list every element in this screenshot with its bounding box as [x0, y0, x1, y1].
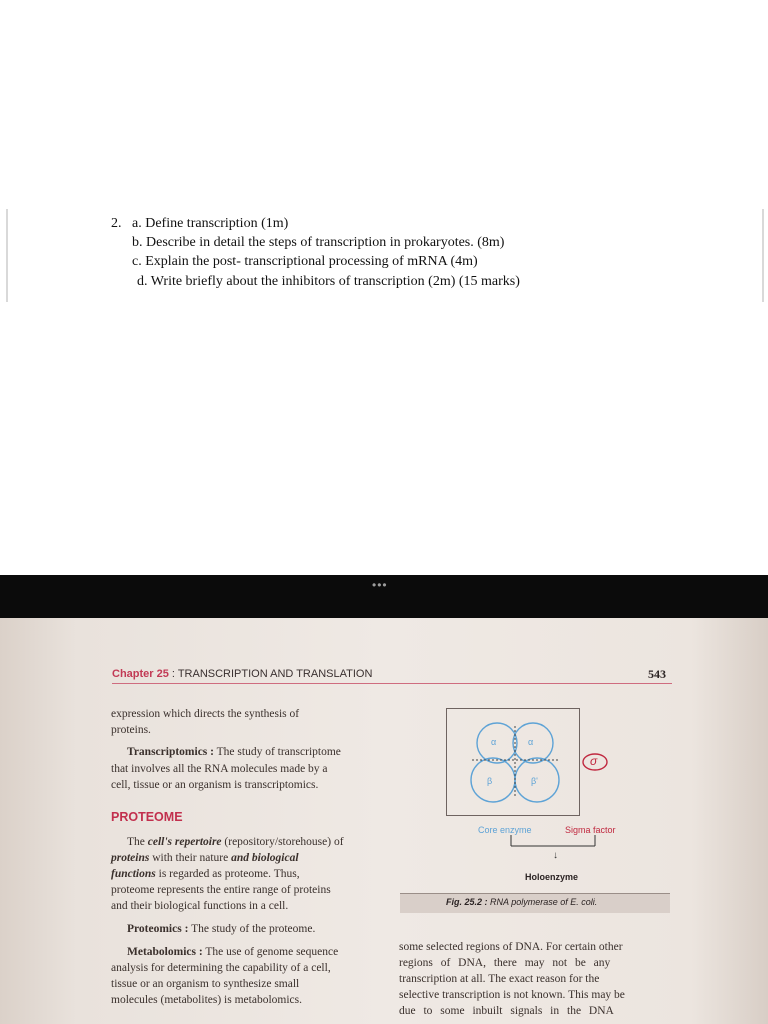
chapter-title: : TRANSCRIPTION AND TRANSLATION: [171, 668, 373, 680]
left-text-line: cell, tissue or an organism is transcriptomics.: [111, 779, 319, 791]
question-part-d: d. Write briefly about the inhibitors of transcription (2m) (15 marks): [137, 274, 520, 289]
transcriptomics-line: [127, 746, 341, 758]
left-text-line: tissue or an organism to synthesize small: [111, 978, 300, 990]
text-run: with their nature: [149, 852, 232, 864]
biological-term: and biological: [231, 852, 299, 864]
proteomics-text: The study of the proteome.: [191, 923, 316, 935]
question-number: 2.: [111, 216, 122, 231]
right-text-line: some selected regions of DNA. For certain other: [399, 941, 623, 953]
proteome-line: [111, 868, 300, 880]
metabolomics-term: Metabolomics :: [127, 946, 203, 958]
transcriptomics-text: The study of transcriptome: [216, 746, 341, 758]
sigma-factor-label: Sigma factor: [565, 825, 616, 835]
proteins-term: proteins: [111, 852, 150, 864]
left-text-line: expression which directs the synthesis of: [111, 708, 300, 720]
question-part-a: a. Define transcription (1m): [132, 216, 289, 231]
beta-prime-label: β': [531, 776, 538, 786]
cells-repertoire-term: cell's repertoire: [147, 836, 222, 848]
holoenzyme-label: Holoenzyme: [525, 872, 579, 882]
caption-prefix: Fig. 25.2 :: [446, 897, 488, 907]
chapter-header: [112, 668, 372, 680]
proteomics-line: [127, 923, 315, 935]
right-text-line: transcription at all. The exact reason for the: [399, 973, 600, 985]
left-text-line: that involves all the RNA molecules made by a: [111, 763, 328, 775]
proteomics-term: Proteomics :: [127, 923, 189, 935]
right-text-line: selective transcription is not known. This may be: [399, 989, 625, 1001]
left-text-line: proteins.: [111, 724, 151, 736]
chapter-label: Chapter 25: [112, 668, 169, 680]
arrow-down-icon: ↓: [553, 850, 558, 861]
beta-label: β: [487, 776, 493, 786]
functions-term: functions: [111, 868, 156, 880]
proteome-line: [127, 836, 344, 848]
text-run: The: [127, 836, 148, 848]
proteome-line: [111, 852, 299, 864]
left-text-line: molecules (metabolites) is metabolomics.: [111, 994, 302, 1006]
core-enzyme-label: Core enzyme: [478, 825, 532, 835]
metabolomics-line: [127, 946, 338, 958]
alpha-label: α: [528, 737, 534, 747]
more-options-icon[interactable]: •••: [372, 578, 388, 592]
alpha-subunit-shape: [477, 723, 517, 763]
left-divider: [6, 209, 8, 302]
question-part-b: b. Describe in detail the steps of transcription in prokaryotes. (8m): [132, 235, 505, 250]
caption-text: RNA polymerase of E. coli.: [490, 897, 598, 907]
right-text-line: regions of DNA, there may not be any: [399, 957, 611, 969]
transcriptomics-term: Transcriptomics :: [127, 746, 214, 758]
text-run: is regarded as proteome. Thus,: [155, 868, 300, 880]
page-number: 543: [648, 667, 666, 681]
figure-caption: [446, 897, 597, 907]
beta-subunit-shape: [471, 758, 515, 802]
left-text-line: analysis for determining the capability of a cell,: [111, 962, 331, 974]
proteome-heading: PROTEOME: [111, 810, 183, 824]
question-part-c: c. Explain the post- transcriptional processing of mRNA (4m): [132, 254, 478, 269]
header-rule: [112, 683, 672, 684]
right-divider: [762, 209, 764, 302]
proteome-line: and their biological functions in a cell.: [111, 900, 289, 912]
proteome-line: proteome represents the entire range of proteins: [111, 884, 331, 896]
right-text-line: due to some inbuilt signals in the DNA: [399, 1005, 614, 1017]
metabolomics-text: The use of genome sequence: [205, 946, 339, 958]
sigma-symbol: σ: [590, 754, 598, 768]
alpha-label: α: [491, 737, 497, 747]
text-run: (repository/storehouse) of: [221, 836, 344, 848]
